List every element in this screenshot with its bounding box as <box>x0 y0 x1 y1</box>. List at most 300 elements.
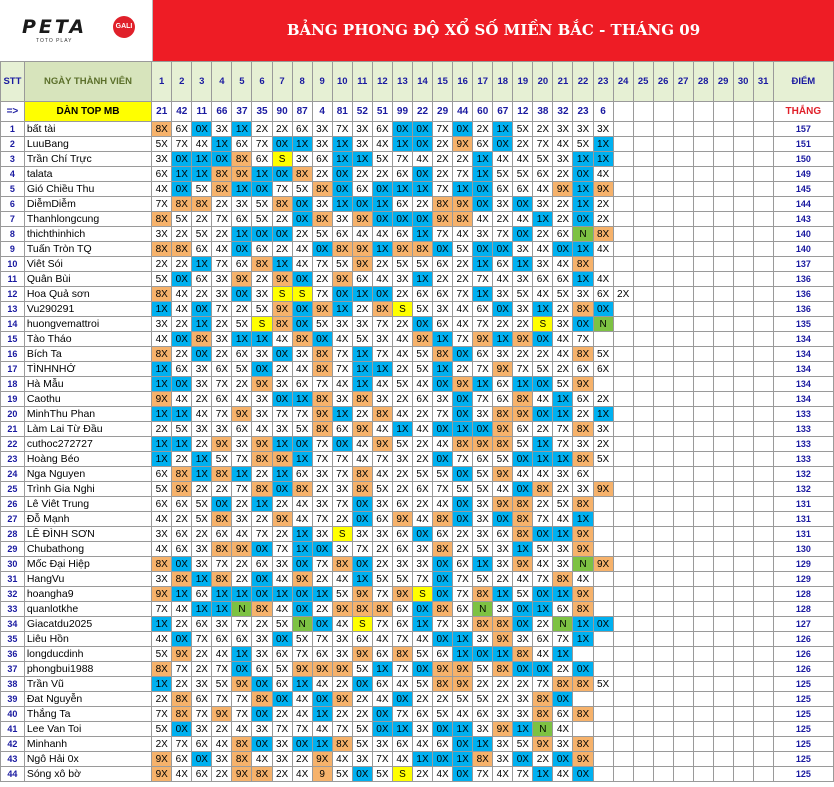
day-cell: 3X <box>272 737 292 752</box>
day-cell: 5X <box>473 482 493 497</box>
day-header: 17 <box>473 62 493 102</box>
day-cell: 1X <box>232 587 252 602</box>
day-cell: 1X <box>272 437 292 452</box>
day-cell <box>593 602 613 617</box>
day-cell <box>633 707 653 722</box>
day-cell: 6X <box>192 617 212 632</box>
day-cell <box>633 602 653 617</box>
day-cell <box>733 137 753 152</box>
day-cell: 5X <box>312 317 332 332</box>
day-cell <box>713 287 733 302</box>
day-header: 27 <box>673 62 693 102</box>
day-cell: 2X <box>433 692 453 707</box>
day-cell <box>733 602 753 617</box>
day-cell <box>733 392 753 407</box>
day-cell: 3X <box>453 617 473 632</box>
day-cell: 7X <box>292 722 312 737</box>
day-cell: 9X <box>553 182 573 197</box>
day-cell: 3X <box>312 122 332 137</box>
day-cell: 2X <box>172 227 192 242</box>
table-row <box>1 392 834 407</box>
day-cell <box>653 257 673 272</box>
day-cell: 7X <box>312 257 332 272</box>
row-points: 134 <box>773 362 833 377</box>
day-cell: 5X <box>533 542 553 557</box>
day-cell: 2X <box>172 512 192 527</box>
day-cell: 4X <box>553 767 573 782</box>
day-cell: 1X <box>272 257 292 272</box>
day-cell: 6X <box>172 542 192 557</box>
day-cell: 0X <box>292 212 312 227</box>
day-cell <box>593 632 613 647</box>
member-name: Lê Viêt Trung <box>24 497 151 512</box>
day-cell <box>633 347 653 362</box>
day-cell: 2X <box>493 317 513 332</box>
day-cell <box>713 557 733 572</box>
day-cell: 1X <box>513 377 533 392</box>
day-cell: 3X <box>332 317 352 332</box>
day-cell: 3X <box>473 512 493 527</box>
table-row <box>1 677 834 692</box>
day-cell <box>613 557 633 572</box>
day-cell: 4X <box>252 752 272 767</box>
day-cell: S <box>392 302 412 317</box>
top-arrow: => <box>1 102 25 122</box>
day-cell: 0X <box>453 122 473 137</box>
top-number: 37 <box>232 102 252 122</box>
day-cell: 6X <box>172 527 192 542</box>
row-stt: 29 <box>1 542 25 557</box>
day-cell: 8X <box>212 572 232 587</box>
day-cell: 2X <box>533 347 553 362</box>
day-cell: 0X <box>252 572 272 587</box>
day-cell: 0X <box>172 182 192 197</box>
day-cell: 8X <box>573 422 593 437</box>
day-cell: 0X <box>533 662 553 677</box>
day-cell: 1X <box>392 422 412 437</box>
day-cell <box>633 407 653 422</box>
day-cell: 6X <box>573 392 593 407</box>
day-cell <box>693 152 713 167</box>
day-cell: 3X <box>553 467 573 482</box>
day-cell: 8X <box>152 122 172 137</box>
day-cell: 6X <box>533 167 553 182</box>
day-cell: 2X <box>553 482 573 497</box>
day-cell: 2X <box>412 692 432 707</box>
day-cell: 3X <box>513 242 533 257</box>
day-cell <box>713 677 733 692</box>
day-cell <box>613 692 633 707</box>
table-row <box>1 617 834 632</box>
day-cell: 6X <box>412 482 432 497</box>
day-cell: 1X <box>352 287 372 302</box>
day-cell <box>753 437 773 452</box>
day-cell: 7X <box>332 452 352 467</box>
day-cell <box>593 377 613 392</box>
row-stt: 44 <box>1 767 25 782</box>
top-number: 11 <box>192 102 212 122</box>
day-cell: 4X <box>292 362 312 377</box>
day-cell <box>673 482 693 497</box>
day-cell: 0X <box>252 677 272 692</box>
day-cell: 1X <box>212 137 232 152</box>
day-cell: 8X <box>232 752 252 767</box>
day-cell <box>713 692 733 707</box>
day-cell <box>673 572 693 587</box>
day-cell: 0X <box>513 197 533 212</box>
row-stt: 11 <box>1 272 25 287</box>
day-cell: 6X <box>312 152 332 167</box>
day-header: 6 <box>252 62 272 102</box>
day-cell <box>733 347 753 362</box>
row-stt: 33 <box>1 602 25 617</box>
table-row <box>1 587 834 602</box>
day-cell <box>713 347 733 362</box>
day-cell <box>673 677 693 692</box>
day-cell <box>693 497 713 512</box>
day-cell: 5X <box>152 137 172 152</box>
day-cell <box>653 452 673 467</box>
day-cell: 4X <box>513 572 533 587</box>
day-cell: 7X <box>252 527 272 542</box>
day-cell: 4X <box>292 512 312 527</box>
row-stt: 27 <box>1 512 25 527</box>
day-cell: 8X <box>573 347 593 362</box>
day-header: 28 <box>693 62 713 102</box>
day-cell: 9X <box>533 737 553 752</box>
day-cell <box>633 437 653 452</box>
day-cell <box>753 542 773 557</box>
day-cell: S <box>533 317 553 332</box>
day-cell: 7X <box>332 122 352 137</box>
day-cell <box>733 662 753 677</box>
day-cell: 1X <box>573 242 593 257</box>
day-cell <box>633 167 653 182</box>
day-cell: 5X <box>513 587 533 602</box>
logo-badge: GALI <box>113 16 135 38</box>
day-cell: 7X <box>473 767 493 782</box>
day-cell: 0X <box>513 662 533 677</box>
day-cell: 5X <box>533 362 553 377</box>
day-cell: 8X <box>533 707 553 722</box>
day-cell: 4X <box>232 527 252 542</box>
day-cell <box>633 572 653 587</box>
table-row <box>1 722 834 737</box>
day-cell: 4X <box>553 332 573 347</box>
day-cell: 9X <box>332 272 352 287</box>
day-cell: 4X <box>392 332 412 347</box>
day-cell: 8X <box>352 482 372 497</box>
day-cell: 6X <box>252 242 272 257</box>
day-cell: 8X <box>493 407 513 422</box>
day-cell: 0X <box>473 242 493 257</box>
day-cell: 3X <box>372 332 392 347</box>
table-row <box>1 302 834 317</box>
day-cell: 4X <box>332 332 352 347</box>
day-cell: 1X <box>553 407 573 422</box>
day-cell: 4X <box>533 392 553 407</box>
day-cell: 1X <box>152 407 172 422</box>
day-cell: 2X <box>232 377 252 392</box>
day-cell: 6X <box>192 737 212 752</box>
day-cell <box>613 377 633 392</box>
day-cell: 6X <box>192 767 212 782</box>
day-cell: 1X <box>332 302 352 317</box>
day-cell <box>653 317 673 332</box>
day-cell <box>613 497 633 512</box>
day-cell: 2X <box>192 212 212 227</box>
day-cell: 0X <box>493 302 513 317</box>
day-cell: 2X <box>332 707 352 722</box>
day-cell: 8X <box>192 197 212 212</box>
day-cell: 4X <box>152 542 172 557</box>
day-cell: 7X <box>312 377 332 392</box>
day-cell: 2X <box>392 467 412 482</box>
day-cell: 7X <box>473 272 493 287</box>
day-cell: 5X <box>412 302 432 317</box>
day-cell: 0X <box>412 212 432 227</box>
day-cell: 1X <box>573 152 593 167</box>
day-cell: 9X <box>152 587 172 602</box>
day-cell <box>673 257 693 272</box>
row-points: 145 <box>773 182 833 197</box>
day-cell: 1X <box>412 227 432 242</box>
day-cell: 5X <box>473 662 493 677</box>
day-cell: 8X <box>212 167 232 182</box>
day-cell: 7X <box>372 317 392 332</box>
day-cell <box>613 677 633 692</box>
member-name: Nga Nguyen <box>24 467 151 482</box>
day-cell <box>753 647 773 662</box>
day-cell <box>613 587 633 602</box>
day-cell: 4X <box>453 302 473 317</box>
day-cell: 6X <box>392 737 412 752</box>
day-cell: S <box>332 527 352 542</box>
day-cell <box>753 392 773 407</box>
day-cell: 2X <box>272 212 292 227</box>
day-cell <box>733 707 753 722</box>
day-cell: 0X <box>272 137 292 152</box>
day-cell: 1X <box>412 617 432 632</box>
day-cell: 1X <box>473 152 493 167</box>
day-header: 18 <box>493 62 513 102</box>
day-cell <box>733 317 753 332</box>
day-cell <box>713 452 733 467</box>
day-cell: 2X <box>412 197 432 212</box>
day-cell: 0X <box>533 587 553 602</box>
day-cell <box>673 617 693 632</box>
day-cell <box>753 617 773 632</box>
day-cell: 6X <box>573 467 593 482</box>
day-cell: 2X <box>152 422 172 437</box>
day-cell <box>613 242 633 257</box>
day-cell: 9X <box>312 662 332 677</box>
day-cell: 7X <box>433 617 453 632</box>
day-cell: 4X <box>453 317 473 332</box>
day-cell <box>633 737 653 752</box>
day-cell <box>693 302 713 317</box>
day-cell <box>713 632 733 647</box>
day-cell: 4X <box>212 242 232 257</box>
day-cell: S <box>252 317 272 332</box>
day-cell: 4X <box>412 422 432 437</box>
day-cell: 2X <box>312 572 332 587</box>
day-cell <box>633 752 653 767</box>
day-cell <box>693 707 713 722</box>
day-cell: 0X <box>352 557 372 572</box>
day-cell: 3X <box>433 302 453 317</box>
day-cell <box>653 302 673 317</box>
day-cell: 0X <box>212 152 232 167</box>
day-cell: 1X <box>573 182 593 197</box>
day-cell: 0X <box>292 587 312 602</box>
day-cell: 2X <box>412 452 432 467</box>
day-cell: 1X <box>493 122 513 137</box>
day-cell: 1X <box>473 737 493 752</box>
page-title: BẢNG PHONG ĐỘ XỔ SỐ MIỀN BẮC - THÁNG 09 <box>286 21 701 39</box>
member-name: LÊ ĐÌNH SƠN <box>24 527 151 542</box>
day-cell: 0X <box>453 512 473 527</box>
day-cell: 6X <box>513 182 533 197</box>
day-header: 15 <box>433 62 453 102</box>
day-cell: 0X <box>252 227 272 242</box>
day-cell: 4X <box>372 692 392 707</box>
day-cell: 9X <box>352 587 372 602</box>
day-cell: S <box>272 152 292 167</box>
row-stt: 14 <box>1 317 25 332</box>
row-stt: 41 <box>1 722 25 737</box>
member-name: longducdinh <box>24 647 151 662</box>
top-number <box>693 102 713 122</box>
logo-text: PETA <box>22 16 88 38</box>
day-cell: 2X <box>493 212 513 227</box>
day-cell: 2X <box>192 482 212 497</box>
day-cell <box>753 602 773 617</box>
table-row <box>1 632 834 647</box>
day-cell: N <box>553 617 573 632</box>
day-cell: 0X <box>372 707 392 722</box>
day-cell: 8X <box>372 302 392 317</box>
member-name: Liêu Hồn <box>24 632 151 647</box>
day-cell: N <box>232 602 252 617</box>
row-stt: 2 <box>1 137 25 152</box>
day-cell: 8X <box>172 467 192 482</box>
member-name: Thắng Ta <box>24 707 151 722</box>
day-cell <box>613 167 633 182</box>
day-cell <box>613 542 633 557</box>
day-cell: 5X <box>352 722 372 737</box>
day-cell <box>613 602 633 617</box>
day-cell: 6X <box>172 752 192 767</box>
day-header: 16 <box>453 62 473 102</box>
day-cell: 8X <box>493 662 513 677</box>
day-cell: 6X <box>232 212 252 227</box>
day-cell: 4X <box>332 752 352 767</box>
top-points-label: THẮNG <box>773 102 833 122</box>
row-points: 133 <box>773 407 833 422</box>
day-cell <box>613 437 633 452</box>
day-cell: 1X <box>232 182 252 197</box>
day-cell: 1X <box>573 632 593 647</box>
day-cell <box>593 497 613 512</box>
day-cell: 5X <box>152 647 172 662</box>
day-cell: 8X <box>172 242 192 257</box>
row-stt: 25 <box>1 482 25 497</box>
day-cell: 0X <box>332 167 352 182</box>
day-cell: 5X <box>553 287 573 302</box>
day-cell: 0X <box>252 737 272 752</box>
row-points: 140 <box>773 242 833 257</box>
day-cell <box>673 542 693 557</box>
day-cell <box>693 617 713 632</box>
day-cell <box>633 257 653 272</box>
day-cell: 5X <box>192 512 212 527</box>
day-header: 7 <box>272 62 292 102</box>
day-cell: 3X <box>192 677 212 692</box>
day-cell <box>693 377 713 392</box>
day-cell <box>653 332 673 347</box>
row-points: 157 <box>773 122 833 137</box>
day-cell: 8X <box>332 557 352 572</box>
day-cell <box>653 617 673 632</box>
day-cell <box>733 437 753 452</box>
day-cell <box>693 437 713 452</box>
day-cell: 2X <box>372 542 392 557</box>
day-cell: 1X <box>553 647 573 662</box>
day-cell: 2X <box>533 122 553 137</box>
day-cell: 1X <box>573 512 593 527</box>
day-cell: 3X <box>332 542 352 557</box>
day-cell: 8X <box>252 257 272 272</box>
day-cell: 2X <box>212 347 232 362</box>
day-cell: 7X <box>332 347 352 362</box>
day-cell <box>633 452 653 467</box>
day-cell <box>753 302 773 317</box>
title-bar <box>153 0 834 61</box>
day-cell: 1X <box>312 737 332 752</box>
day-cell: 7X <box>433 482 453 497</box>
day-cell: 2X <box>312 167 332 182</box>
day-cell <box>753 497 773 512</box>
day-cell: 5X <box>352 332 372 347</box>
day-header: 8 <box>292 62 312 102</box>
day-cell <box>633 497 653 512</box>
day-cell: 5X <box>252 302 272 317</box>
day-cell: 3X <box>412 557 432 572</box>
day-cell: 4X <box>292 692 312 707</box>
day-cell: 2X <box>553 362 573 377</box>
day-cell <box>753 737 773 752</box>
day-cell: 0X <box>553 752 573 767</box>
page-header <box>0 0 834 61</box>
day-cell: 9X <box>232 767 252 782</box>
member-name: MinhThu Phan <box>24 407 151 422</box>
day-cell <box>633 197 653 212</box>
day-cell: 1X <box>292 137 312 152</box>
day-cell: 8X <box>172 707 192 722</box>
day-cell <box>753 212 773 227</box>
day-cell <box>713 317 733 332</box>
day-cell: 7X <box>192 632 212 647</box>
day-cell <box>613 212 633 227</box>
day-cell: 6X <box>232 347 252 362</box>
day-cell: 9X <box>392 587 412 602</box>
day-cell: 1X <box>593 407 613 422</box>
day-cell: 8X <box>312 422 332 437</box>
day-cell <box>633 317 653 332</box>
day-cell: 3X <box>252 647 272 662</box>
day-cell: 8X <box>252 767 272 782</box>
